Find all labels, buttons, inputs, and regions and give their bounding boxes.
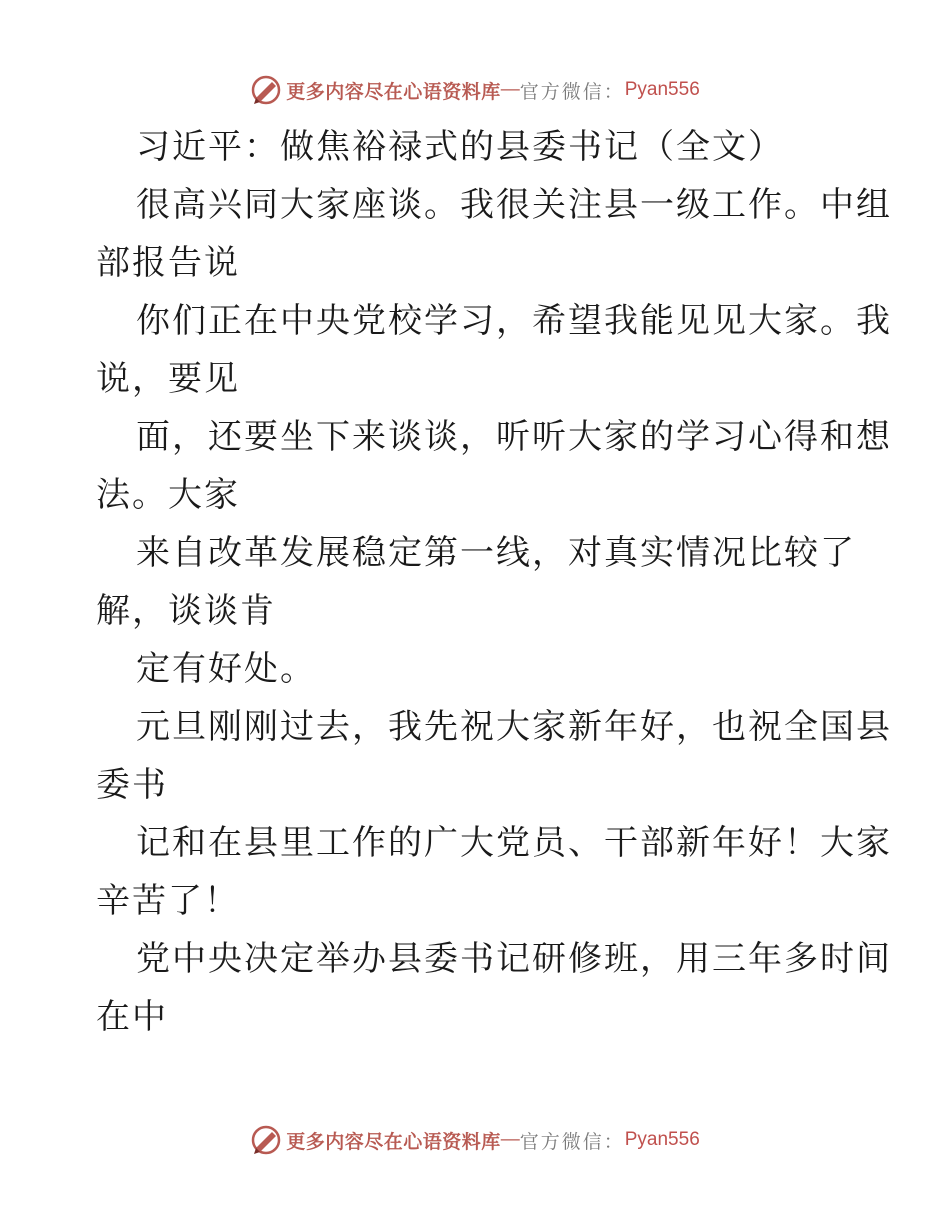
banner-sub-text: 官方微信： xyxy=(519,1130,625,1153)
text-line: 记和在县里工作的广大党员、干部新年好！大家 xyxy=(136,823,892,863)
banner-sub-text: 官方微信： xyxy=(519,80,625,103)
text-line: 委书 xyxy=(96,765,168,805)
text-line: 党中央决定举办县委书记研修班，用三年多时间 xyxy=(136,939,892,979)
text-line: 定有好处。 xyxy=(136,649,316,689)
document-body xyxy=(96,118,892,1046)
footer-watermark xyxy=(0,1120,950,1160)
text-line: 说，要见 xyxy=(96,359,240,399)
banner-main-text: 更多内容尽在心语资料库 xyxy=(286,80,501,103)
text-line: 很高兴同大家座谈。我很关注县一级工作。中组 xyxy=(136,185,892,225)
banner-wechat-id: Pyan556 xyxy=(624,79,700,100)
banner-main-text: 更多内容尽在心语资料库 xyxy=(286,1130,501,1153)
text-line: 来自改革发展稳定第一线，对真实情况比较了 xyxy=(136,533,856,573)
text-line: 元旦刚刚过去，我先祝大家新年好，也祝全国县 xyxy=(136,707,892,747)
text-line: 面，还要坐下来谈谈，听听大家的学习心得和想 xyxy=(136,417,892,457)
pen-logo-icon xyxy=(250,74,282,106)
text-line: 部报告说 xyxy=(96,243,240,283)
text-line: 你们正在中央党校学习，希望我能见见大家。我 xyxy=(136,301,892,341)
document-title: 习近平：做焦裕禄式的县委书记（全文） xyxy=(136,127,784,167)
text-line: 解，谈谈肯 xyxy=(96,591,276,631)
banner-dash: — xyxy=(500,79,520,100)
banner-dash: — xyxy=(500,1129,520,1150)
banner-wechat-id: Pyan556 xyxy=(624,1129,700,1150)
header-watermark xyxy=(0,70,950,110)
text-line: 在中 xyxy=(96,997,168,1037)
pen-logo-icon xyxy=(250,1124,282,1156)
text-line: 辛苦了！ xyxy=(96,881,240,921)
text-line: 法。大家 xyxy=(96,475,240,515)
